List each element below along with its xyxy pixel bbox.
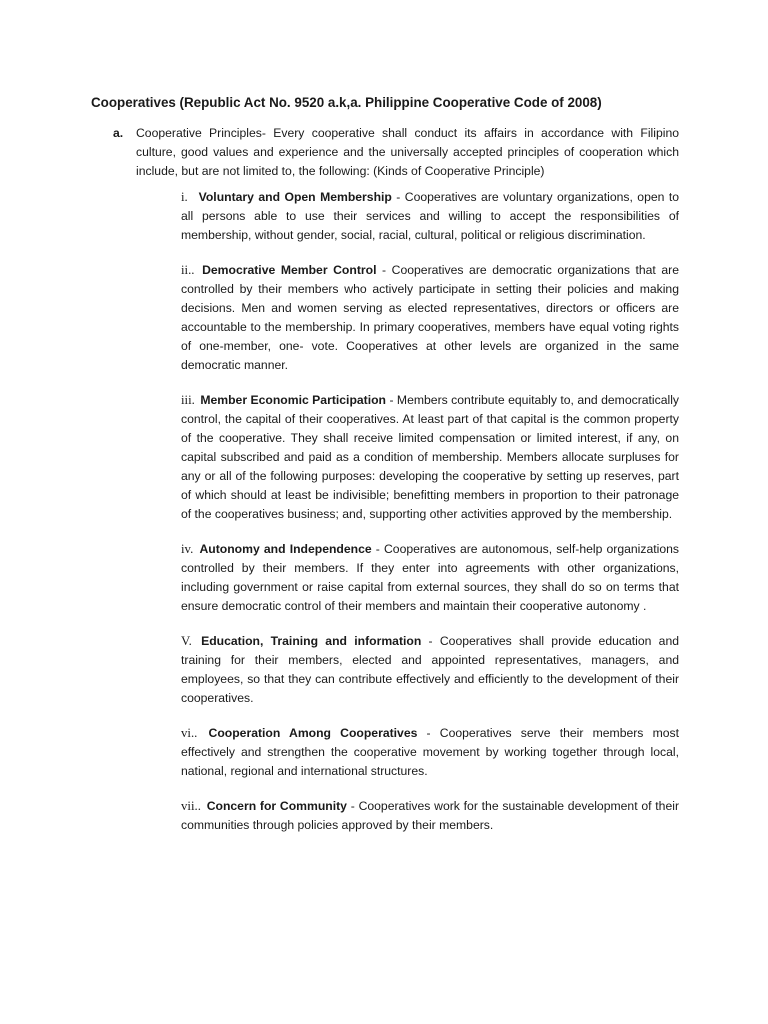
principle-body: - Cooperatives are voluntary organizations, open to all persons able to use their services and willing to accept the responsibilities of membership, without gender, social, racial, cultural, political or religious discrimination. — [181, 190, 680, 242]
principle-democratic-member-control — [181, 261, 679, 375]
principle-autonomy-independence — [181, 540, 679, 616]
principle-voluntary-open-membership — [181, 188, 679, 245]
principles-list — [181, 188, 679, 851]
list-item-a-text: Cooperative Principles- Every cooperative shall conduct its affairs in accordance with Filipino culture, good values and experience and the universally accepted principles of cooperation which include, but are not limited to, the following: (Kinds of Cooperative Principle) — [136, 126, 679, 178]
principle-heading: Voluntary and Open Membership — [198, 190, 392, 204]
principle-number: i. — [181, 190, 188, 204]
principle-number: vi.. — [181, 726, 198, 740]
principle-body: - Cooperatives are democratic organizations that are controlled by their members who actively participate in setting their policies and making decisions. Men and women serving as elected representatives, directors or officers are accountable to the membership. In primary cooperatives, members have equal voting rights of one-member, one- vote. Cooperatives at other levels are organized in the same democratic manner. — [181, 263, 679, 372]
list-marker-a: a. — [113, 126, 124, 140]
principle-heading: Democrative Member Control — [202, 263, 377, 277]
principle-body: - Cooperatives work for the sustainable development of their communities through policies approved by their members. — [181, 799, 680, 832]
principle-number: vii.. — [181, 799, 201, 813]
principle-body: - Cooperatives shall provide education and training for their members, elected and appointed representatives, managers, and employees, so that they can contribute effectively and efficiently to the development of their cooperatives. — [181, 634, 680, 705]
list-item-a — [91, 124, 679, 181]
principle-cooperation-among-cooperatives — [181, 724, 679, 781]
principle-concern-for-community — [181, 797, 679, 835]
principle-body: - Cooperatives serve their members most effectively and strengthen the cooperative movement by working together through local, national, regional and international structures. — [181, 726, 679, 778]
document-title: Cooperatives (Republic Act No. 9520 a.k,a. Philippine Cooperative Code of 2008) — [91, 95, 602, 110]
principle-number: V. — [181, 634, 192, 648]
principle-number: iv. — [181, 542, 194, 556]
principle-heading: Member Economic Participation — [200, 393, 386, 407]
principle-heading: Cooperation Among Cooperatives — [208, 726, 418, 740]
principle-heading: Education, Training and information — [201, 634, 422, 648]
principle-body: - Members contribute equitably to, and democratically control, the capital of their cooperatives. At least part of that capital is the common property of the cooperative. They shall receive limited compensation or limited interest, if any, on capital subscribed and paid as a condition of membership. Members allocate surpluses for any or all of the following purposes: developing the cooperative by setting up reserves, part of which should at least be indivisible; benefitting members in proportion to their patronage of the cooperatives business; and, supporting other activities approved by the membership. — [181, 393, 680, 521]
principle-body: - Cooperatives are autonomous, self-help organizations controlled by their members. If they enter into agreements with other organizations, including government or raise capital from external sources, they shall do so on terms that ensure democratic control of their members and maintain their cooperative autonomy . — [181, 542, 680, 613]
principle-education-training-information — [181, 632, 679, 708]
principle-number: ii.. — [181, 263, 195, 277]
principle-heading: Concern for Community — [206, 799, 347, 813]
principle-member-economic-participation — [181, 391, 679, 524]
principle-number: iii. — [181, 393, 195, 407]
principle-heading: Autonomy and Independence — [199, 542, 372, 556]
